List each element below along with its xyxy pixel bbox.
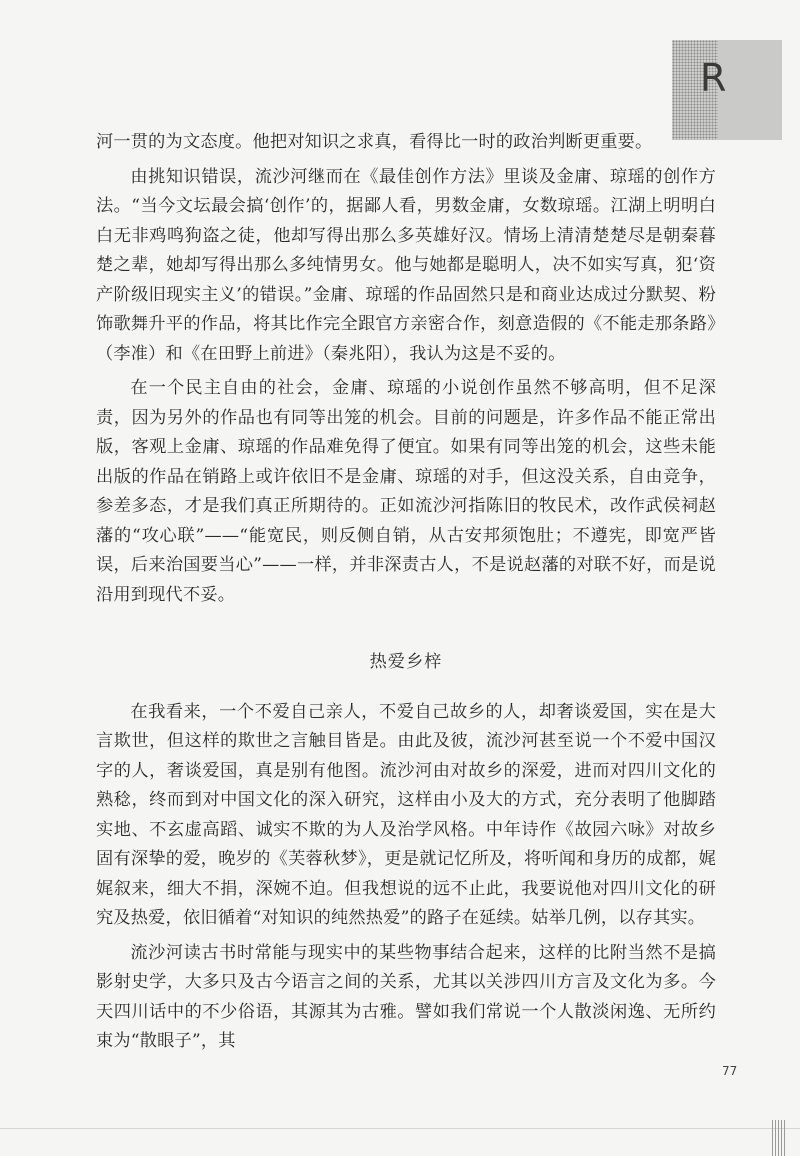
page-number: 77 [722,1064,738,1078]
paragraph: 由挑知识错误，流沙河继而在《最佳创作方法》里谈及金庸、琼瑶的创作方法。“当今文坛最会搞‘创作’的，据鄙人看，男数金庸，女数琼瑶。江湖上明明白白无非鸡鸣狗盗之徒，他却写得出那么多英雄好汉。情场上清清楚楚尽是朝秦暮楚之辈，她却写得出那么多纯情男女。他与她都是聪明人，决不如实写真，犯‘资产阶级旧现实主义’的错误。”金庸、琼瑶的作品固然只是和商业达成过分默契、粉饰歌舞升平的作品，将其比作完全跟官方亲密合作，刻意造假的《不能走那条路》（李准）和《在田野上前进》（秦兆阳），我认为这是不妥的。 [96,166,716,364]
paragraph: 流沙河读古书时常能与现实中的某些物事结合起来，这样的比附当然不是搞影射史学，大多只及古今语言之间的关系，尤其以关涉四川方言及文化为多。今天四川话中的不少俗语，其源其为古雅。譬如我们常说一个人散淡闲逸、无所约束为“散眼子”，其 [96,942,716,1051]
bottom-rule [0,1128,800,1129]
scan-edge-marks [772,1120,786,1156]
chapter-tab-letter: R [700,56,727,100]
paragraph: 在一个民主自由的社会，金庸、琼瑶的小说创作虽然不够高明，但不足深责，因为另外的作品也有同等出笼的机会。目前的问题是，许多作品不能正常出版，客观上金庸、琼瑶的作品难免得了便宜。如果有同等出笼的机会，这些未能出版的作品在销路上或许依旧不是金庸、琼瑶的对手，但这没关系，自由竞争，参差多态，才是我们真正所期待的。正如流沙河指陈旧的牧民术，改作武侯祠赵藩的“攻心联”——“能宽民，则反侧自销，从古安邦须饱肚；不遵宪，即宽严皆误，后来治国要当心”——一样，并非深责古人，不是说赵藩的对联不好，而是说沿用到现代不妥。 [96,378,716,605]
chapter-tab-block [718,40,782,140]
chapter-tab [672,40,782,140]
body-text [96,128,716,1062]
paragraph-continuation: 河一贯的为文态度。他把对知识之求真，看得比一时的政治判断更重要。 [96,132,653,152]
section-heading: 热爱乡梓 [369,652,443,672]
paragraph: 在我看来，一个不爱自己亲人，不爱自己故乡的人，却奢谈爱国，实在是大言欺世，但这样的欺世之言触目皆是。由此及彼，流沙河甚至说一个不爱中国汉字的人，奢谈爱国，真是别有他图。流沙河由对故乡的深爱，进而对四川文化的熟稔，终而到对中国文化的深入研究，这样由小及大的方式，充分表明了他脚踏实地、不玄虚高蹈、诚实不欺的为人及治学风格。中年诗作《故园六咏》对故乡固有深挚的爱，晚岁的《芙蓉秋梦》，更是就记忆所及，将听闻和身历的成都，娓娓叙来，细大不捐，深婉不迫。但我想说的远不止此，我要说他对四川文化的研究及热爱，依旧循着“对知识的纯然热爱”的路子在延续。姑举几例，以存其实。 [96,701,716,928]
